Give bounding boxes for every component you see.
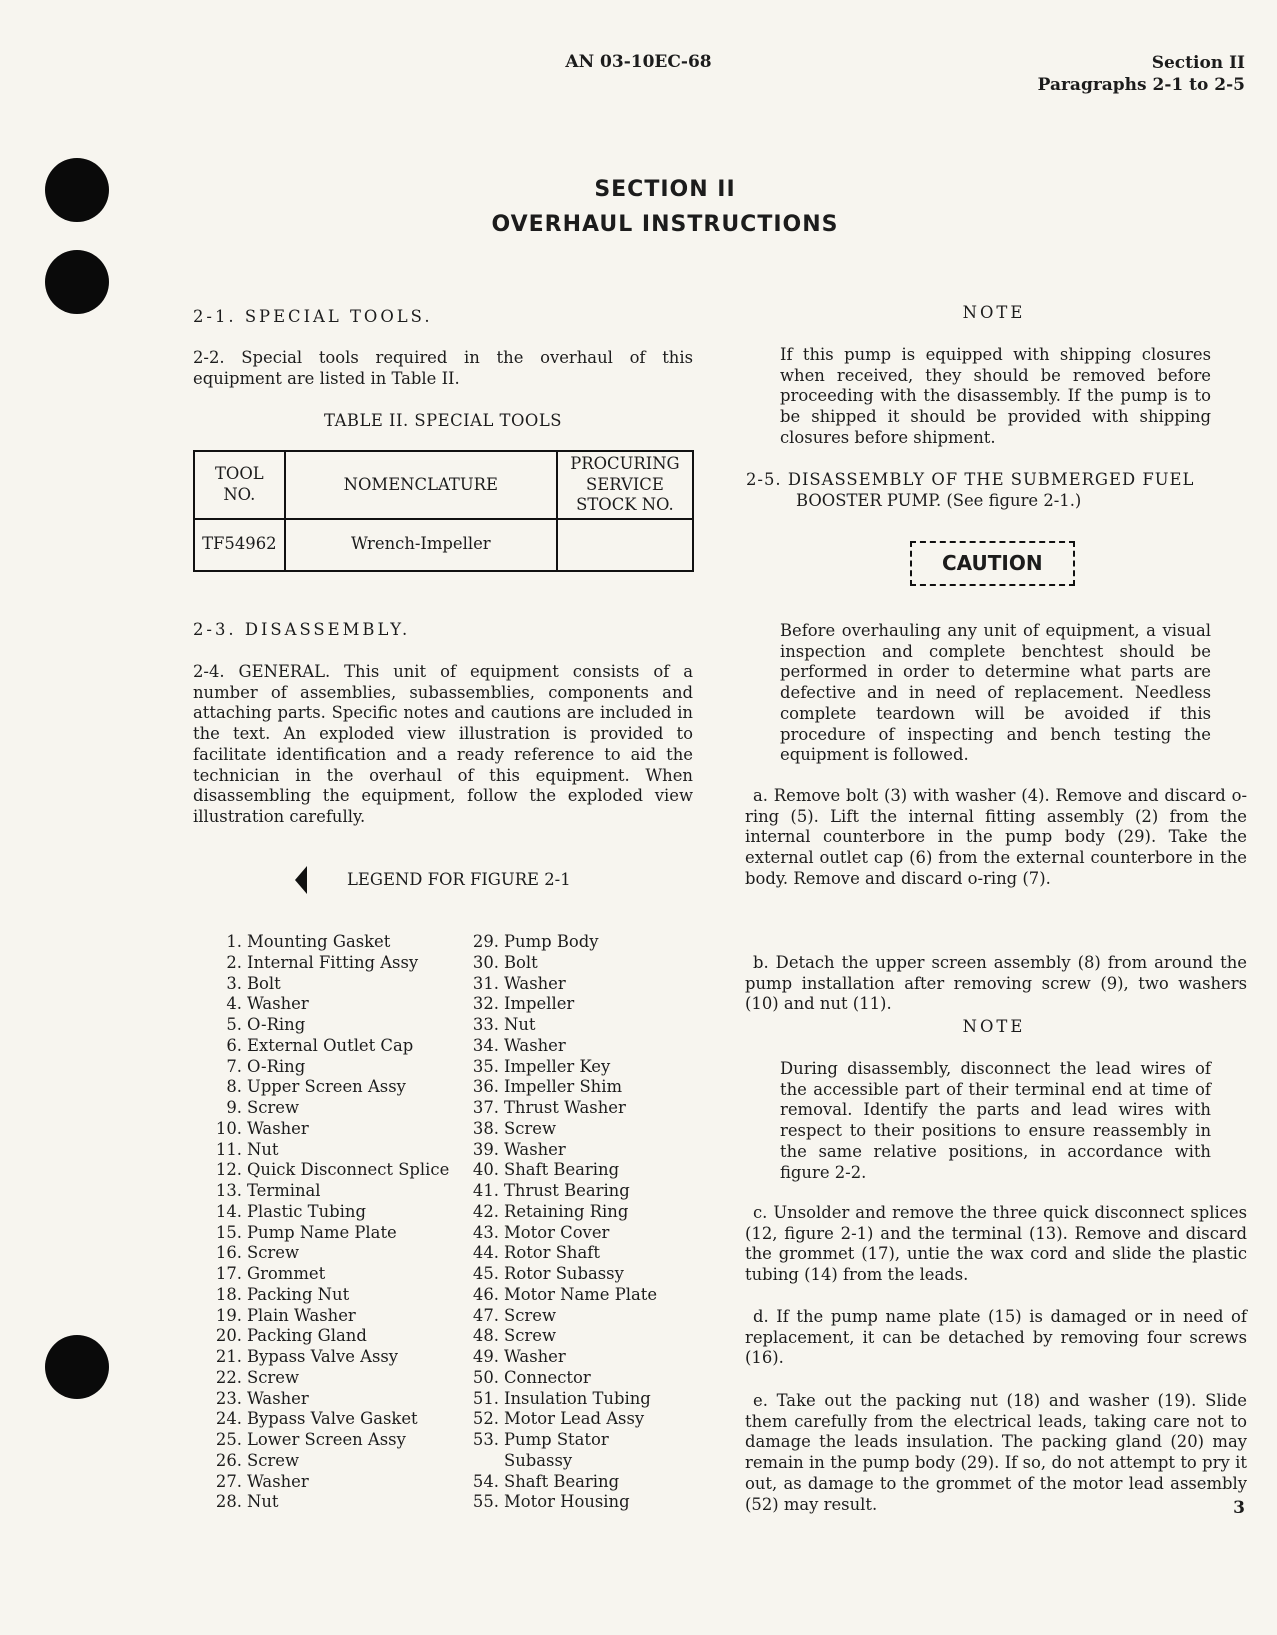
legend-item-label: Pump Stator	[504, 1430, 609, 1449]
legend-item-number: 31.	[472, 973, 499, 993]
legend-item-label: Washer	[504, 973, 566, 993]
legend-item-label: Nut	[504, 1015, 536, 1034]
legend-item-number: 38.	[472, 1118, 499, 1138]
table-header-row	[194, 451, 693, 519]
legend-item-label: Rotor Shaft	[504, 1243, 600, 1263]
legend-item-number: 41.	[472, 1181, 499, 1200]
cell-tool-no: TF54962	[194, 519, 285, 571]
legend-item	[194, 1409, 464, 1430]
legend-item-number: 3.	[226, 973, 242, 993]
heading-2-3: 2-3. DISASSEMBLY.	[193, 620, 411, 639]
binder-hole-bottom	[45, 1335, 109, 1399]
legend-item	[451, 1202, 691, 1223]
legend-item	[451, 932, 691, 953]
heading-2-5	[746, 470, 1248, 511]
legend-item-label: Screw	[247, 1098, 299, 1117]
legend-item	[451, 1389, 691, 1410]
legend-item	[194, 1098, 464, 1119]
legend-item-number: 12.	[215, 1160, 242, 1180]
legend-item	[194, 1492, 464, 1513]
binder-hole-middle	[45, 250, 109, 314]
legend-item	[451, 1223, 691, 1244]
legend-item-label: O-Ring	[247, 1056, 306, 1076]
paragraphs-label: Paragraphs 2-1 to 2-5	[1037, 75, 1245, 95]
legend-item-number	[451, 1451, 504, 1472]
legend-item-number: 7.	[226, 1056, 242, 1076]
legend-item	[451, 1492, 691, 1513]
arrow-mark-icon	[295, 866, 307, 894]
legend-item-number: 48.	[472, 1326, 499, 1346]
legend-item	[194, 1015, 464, 1036]
legend-item-label: Screw	[247, 1367, 299, 1387]
table-title: TABLE II. SPECIAL TOOLS	[324, 411, 562, 430]
legend-item-label: Terminal	[247, 1181, 321, 1200]
legend-item-label: Motor Name Plate	[504, 1284, 658, 1304]
legend-item-number: 54.	[472, 1471, 499, 1491]
note-2-title: NOTE	[962, 1017, 1026, 1036]
legend-item	[194, 1036, 464, 1057]
legend-item-label: Grommet	[247, 1264, 326, 1283]
legend-item	[451, 1098, 691, 1119]
legend-item	[451, 1160, 691, 1181]
legend-item-label: Washer	[504, 1347, 566, 1366]
legend-item-number: 53.	[472, 1430, 499, 1449]
legend-item	[451, 1036, 691, 1057]
legend-item-label: Washer	[247, 994, 309, 1014]
note-2-text: During disassembly, disconnect the lead wires of the accessible part of their terminal end at time of removal. Identify the parts and lead wires with respect to their positions to ensure reassembly in the same relative positions, in accordance with figure 2-2.	[780, 1059, 1211, 1182]
legend-item-number: 44.	[472, 1243, 499, 1263]
section-subtitle: OVERHAUL INSTRUCTIONS	[491, 212, 839, 237]
legend-item	[194, 1368, 464, 1389]
legend-item	[451, 1326, 691, 1347]
heading-2-1: 2-1. SPECIAL TOOLS.	[193, 307, 433, 326]
legend-item-number: 43.	[472, 1222, 499, 1242]
legend-item-label: Packing Nut	[247, 1284, 350, 1304]
legend-item	[451, 1264, 691, 1285]
legend-item-label: Impeller Key	[504, 1056, 611, 1076]
legend-item-label: Lower Screen Assy	[247, 1430, 406, 1449]
legend-item-label: Motor Housing	[504, 1492, 630, 1512]
legend-item-number: 8.	[226, 1077, 242, 1097]
legend-item-label: Washer	[504, 1035, 566, 1055]
legend-item-label: Shaft Bearing	[504, 1471, 620, 1491]
step-c: c. Unsolder and remove the three quick disconnect splices (12, figure 2-1) and the terminal (13). Remove and discard the grommet (17), untie the wax cord and slide the plastic tubing (14) from the leads.	[745, 1203, 1247, 1285]
legend-item-label: Plastic Tubing	[247, 1201, 366, 1221]
legend-item-label: Screw	[247, 1243, 299, 1263]
legend-item-number: 29.	[472, 932, 499, 951]
legend-item-label: Screw	[504, 1305, 556, 1325]
legend-item-number: 16.	[215, 1243, 242, 1263]
legend-item-label: Bypass Valve Gasket	[247, 1409, 418, 1429]
step-e: e. Take out the packing nut (18) and washer (19). Slide them carefully from the electrical leads, taking care not to damage the leads insulation. The packing gland (20) may remain in the pump body (29). If so, do not attempt to pry it out, as damage to the grommet of the motor lead assembly (52) may result.	[745, 1391, 1247, 1514]
legend-item-label: Screw	[504, 1118, 556, 1138]
legend-item	[451, 953, 691, 974]
legend-item-number: 52.	[472, 1409, 499, 1429]
legend-item-label: Screw	[247, 1450, 299, 1470]
legend-item-label: Bolt	[247, 973, 281, 993]
note-1-title: NOTE	[962, 303, 1026, 322]
legend-item	[451, 1119, 691, 1140]
legend-item	[194, 1430, 464, 1451]
legend-item-number: 6.	[226, 1035, 242, 1055]
legend-item	[194, 1057, 464, 1078]
legend-item	[451, 1015, 691, 1036]
legend-item-label: Thrust Bearing	[504, 1181, 630, 1200]
legend-item	[451, 1306, 691, 1327]
section-title: SECTION II	[594, 177, 736, 202]
legend-item	[451, 1057, 691, 1078]
step-d: d. If the pump name plate (15) is damaged or in need of replacement, it can be detached by removing four screws (16).	[745, 1307, 1247, 1368]
legend-item-number: 25.	[215, 1430, 242, 1449]
legend-item-label: Packing Gland	[247, 1326, 367, 1346]
legend-item-label: Insulation Tubing	[504, 1388, 651, 1408]
legend-item	[194, 1264, 464, 1285]
table-row	[194, 519, 693, 571]
legend-item-label: Quick Disconnect Splice	[247, 1160, 450, 1180]
step-b: b. Detach the upper screen assembly (8) from around the pump installation after removing screw (9), two washers (10) and nut (11).	[745, 953, 1247, 1014]
legend-item-number: 50.	[472, 1367, 499, 1387]
legend-item	[451, 1285, 691, 1306]
legend-item	[451, 1347, 691, 1368]
legend-item	[194, 1306, 464, 1327]
legend-item-label: Washer	[247, 1471, 309, 1491]
legend-item-number: 18.	[215, 1284, 242, 1304]
paragraph-2-2: 2-2. Special tools required in the overhaul of this equipment are listed in Table II.	[193, 348, 693, 388]
legend-item-number: 1.	[226, 932, 242, 951]
caution-box	[910, 541, 1075, 586]
legend-item	[194, 994, 464, 1015]
legend-item-label: Impeller Shim	[504, 1077, 623, 1097]
legend-item	[451, 1472, 691, 1493]
legend-item-number: 21.	[215, 1347, 242, 1366]
legend-item	[194, 1285, 464, 1306]
legend-item-label: Bolt	[504, 952, 538, 972]
caution-text: Before overhauling any unit of equipment, a visual inspection and complete benchtest should be performed in order to determine what parts are defective and in need of replacement. Needless complete teardown will be avoided if this procedure of inspecting and bench testing the equipment is followed.	[780, 621, 1211, 765]
legend-item	[451, 1077, 691, 1098]
legend-item-label: Screw	[504, 1326, 556, 1346]
legend-item	[194, 1077, 464, 1098]
legend-item	[451, 1140, 691, 1161]
legend-item-number: 34.	[472, 1035, 499, 1055]
cell-nomenclature: Wrench-Impeller	[285, 519, 557, 571]
legend-item	[194, 974, 464, 995]
legend-item-number: 55.	[472, 1492, 499, 1512]
legend-item-number: 27.	[215, 1471, 242, 1491]
legend-item-number: 45.	[472, 1264, 499, 1283]
legend-item-number: 9.	[226, 1098, 242, 1117]
legend-item-label: Nut	[247, 1492, 279, 1512]
legend-item	[194, 932, 464, 953]
legend-item-number: 4.	[226, 994, 242, 1014]
legend-item-number: 19.	[215, 1305, 242, 1325]
legend-item-label: Bypass Valve Assy	[247, 1347, 399, 1366]
legend-item-number: 17.	[215, 1264, 242, 1283]
legend-item	[194, 1223, 464, 1244]
legend-item-number: 22.	[215, 1367, 242, 1387]
legend-item-number: 32.	[472, 994, 499, 1014]
col-stock-no: PROCURING SERVICE STOCK NO.	[557, 451, 693, 519]
legend-item-number: 10.	[215, 1118, 242, 1138]
legend-item	[451, 974, 691, 995]
legend-item-label: External Outlet Cap	[247, 1035, 414, 1055]
legend-item	[451, 994, 691, 1015]
legend-item-number: 42.	[472, 1201, 499, 1221]
legend-item-number: 20.	[215, 1326, 242, 1346]
legend-item-label: Mounting Gasket	[247, 932, 391, 951]
legend-column-2	[451, 932, 691, 1513]
legend-item-number: 24.	[215, 1409, 242, 1429]
legend-column-1	[194, 932, 464, 1513]
col-nomenclature: NOMENCLATURE	[285, 451, 557, 519]
legend-item-label: Upper Screen Assy	[247, 1077, 406, 1097]
legend-item-number: 13.	[215, 1181, 242, 1200]
legend-item-number: 15.	[215, 1222, 242, 1242]
legend-item-number: 36.	[472, 1077, 499, 1097]
legend-item	[194, 1243, 464, 1264]
legend-item-number: 11.	[215, 1139, 242, 1159]
legend-item-number: 28.	[215, 1492, 242, 1512]
col-tool-no: TOOL NO.	[194, 451, 285, 519]
legend-item	[194, 1326, 464, 1347]
legend-item-label: Thrust Washer	[504, 1098, 626, 1117]
legend-item-label: Washer	[247, 1388, 309, 1408]
legend-item-label: Nut	[247, 1139, 279, 1159]
legend-item-number: 49.	[472, 1347, 499, 1366]
legend-item-number: 35.	[472, 1056, 499, 1076]
legend-item-label: Rotor Subassy	[504, 1264, 624, 1283]
legend-item-label: Internal Fitting Assy	[247, 952, 419, 972]
heading-2-5-line-2: BOOSTER PUMP. (See figure 2-1.)	[796, 490, 1082, 510]
legend-item	[194, 1160, 464, 1181]
legend-item	[194, 1140, 464, 1161]
legend-item-number: 30.	[472, 952, 499, 972]
legend-item-number: 39.	[472, 1139, 499, 1159]
heading-2-5-line-1: 2-5. DISASSEMBLY OF THE SUBMERGED FUEL	[746, 470, 1195, 489]
legend-item-label: Motor Lead Assy	[504, 1409, 645, 1429]
legend-item	[451, 1430, 691, 1451]
special-tools-table	[193, 450, 694, 572]
legend-item	[451, 1181, 691, 1202]
legend-item-label: Washer	[247, 1118, 309, 1138]
legend-title: LEGEND FOR FIGURE 2-1	[347, 870, 571, 889]
page-number: 3	[1233, 1498, 1245, 1518]
legend-item	[194, 1119, 464, 1140]
cell-stock-no	[557, 519, 693, 571]
legend-item-label: Plain Washer	[247, 1305, 356, 1325]
note-1-text: If this pump is equipped with shipping closures when received, they should be removed before proceeding with the disassembly. If the pump is to be shipped it should be provided with shipping closures before shipment.	[780, 345, 1211, 447]
legend-item-label: O-Ring	[247, 1015, 306, 1034]
legend-item-number: 33.	[472, 1015, 499, 1034]
legend-item-label: Impeller	[504, 994, 575, 1014]
step-a: a. Remove bolt (3) with washer (4). Remove and discard o-ring (5). Lift the internal fitting assembly (2) from the internal counterbore in the pump body (29). Take the external outlet cap (6) from the external counterbore in the body. Remove and discard o-ring (7).	[745, 786, 1247, 888]
legend-item	[194, 1181, 464, 1202]
legend-item-label: Retaining Ring	[504, 1201, 629, 1221]
legend-item-label: Subassy	[504, 1450, 573, 1470]
legend-item-number: 2.	[226, 952, 242, 972]
legend-item	[194, 1202, 464, 1223]
section-label: Section II	[1151, 53, 1245, 73]
legend-item	[451, 1409, 691, 1430]
legend-item-label: Pump Body	[504, 932, 599, 951]
legend-item	[194, 953, 464, 974]
legend-item	[194, 1472, 464, 1493]
document-number: AN 03-10EC-68	[565, 52, 712, 72]
legend-item-number: 51.	[472, 1388, 499, 1408]
legend-item	[194, 1389, 464, 1410]
legend-item-number: 5.	[226, 1015, 242, 1034]
section-header	[1038, 52, 1245, 96]
legend-item-number: 40.	[472, 1160, 499, 1180]
legend-item-label: Connector	[504, 1367, 591, 1387]
legend-item	[451, 1243, 691, 1264]
legend-item-number: 26.	[215, 1450, 242, 1470]
legend-item-number: 37.	[472, 1098, 499, 1117]
legend-item-number: 14.	[215, 1201, 242, 1221]
legend-item	[451, 1368, 691, 1389]
legend-item-label: Motor Cover	[504, 1222, 610, 1242]
legend-item	[451, 1451, 691, 1472]
legend-item-label: Shaft Bearing	[504, 1160, 620, 1180]
legend-item-number: 47.	[472, 1305, 499, 1325]
legend-item	[194, 1347, 464, 1368]
legend-item-number: 46.	[472, 1284, 499, 1304]
caution-label: CAUTION	[910, 541, 1075, 586]
legend-item-label: Pump Name Plate	[247, 1222, 397, 1242]
paragraph-2-4: 2-4. GENERAL. This unit of equipment consists of a number of assemblies, subassemblies, components and attaching parts. Specific notes and cautions are included in the text. An exploded view illustration is provided to facilitate identification and a ready reference to aid the technician in the overhaul of this equipment. When disassembling the equipment, follow the exploded view illustration carefully.	[193, 662, 693, 826]
legend-item-label: Washer	[504, 1139, 566, 1159]
legend-item	[194, 1451, 464, 1472]
legend-item-number: 23.	[215, 1388, 242, 1408]
